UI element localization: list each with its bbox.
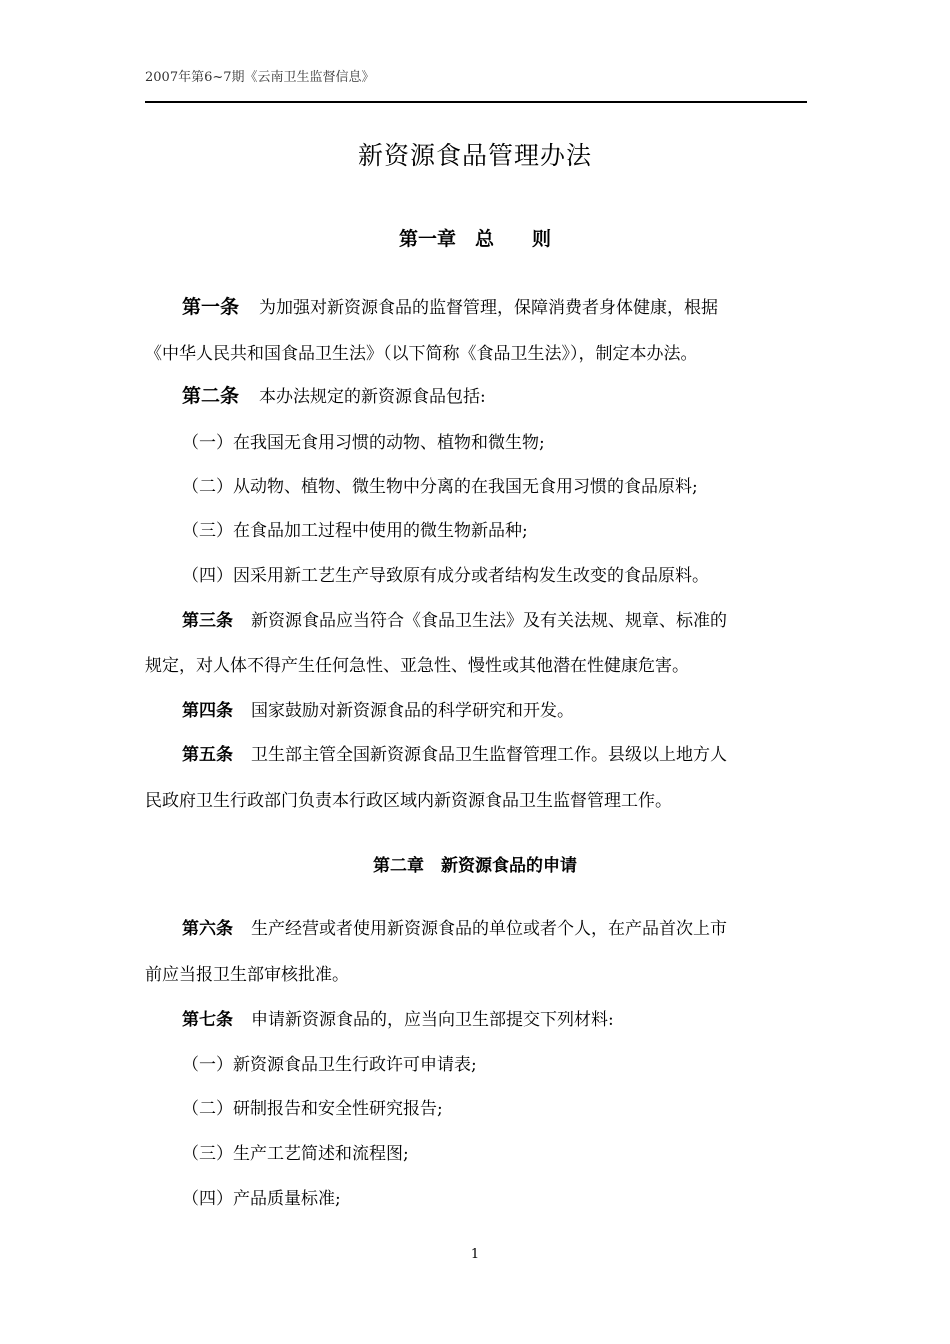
- article-label: 第二条: [182, 385, 240, 407]
- article-5-line-1: [182, 740, 844, 765]
- article-3-line-1: [182, 606, 844, 631]
- article-label: 第七条: [182, 1010, 233, 1030]
- article-text: 新资源食品应当符合《食品卫生法》及有关法规、规章、标准的: [251, 611, 727, 631]
- article-4-line-1: [182, 696, 844, 721]
- article-text: 为加强对新资源食品的监督管理，保障消费者身体健康，根据: [259, 298, 719, 318]
- article-2-item-4: （四）因采用新工艺生产导致原有成分或者结构发生改变的食品原料。: [182, 566, 709, 586]
- article-3-line-2: 规定，对人体不得产生任何急性、亚急性、慢性或其他潜在性健康危害。: [145, 656, 689, 676]
- running-header: 2007年第6~7期《云南卫生监督信息》: [145, 70, 375, 85]
- article-7-item-2: （二）研制报告和安全性研究报告;: [182, 1099, 443, 1119]
- article-7-item-4: （四）产品质量标准;: [182, 1189, 341, 1209]
- chapter-heading-1: 第一章 总 则: [398, 228, 551, 250]
- article-2-item-3: （三）在食品加工过程中使用的微生物新品种;: [182, 521, 528, 541]
- article-label: 第一条: [182, 296, 240, 318]
- article-2-line-1: [182, 381, 844, 408]
- page-number: 1: [470, 1247, 480, 1262]
- article-text: 卫生部主管全国新资源食品卫生监督管理工作。县级以上地方人: [251, 745, 727, 765]
- article-2-item-1: （一）在我国无食用习惯的动物、植物和微生物;: [182, 433, 545, 453]
- article-label: 第六条: [182, 919, 233, 939]
- article-text: 生产经营或者使用新资源食品的单位或者个人，在产品首次上市: [251, 919, 727, 939]
- article-text: 申请新资源食品的，应当向卫生部提交下列材料:: [251, 1010, 614, 1030]
- article-1-line-1: [182, 292, 844, 319]
- article-2-item-2: （二）从动物、植物、微生物中分离的在我国无食用习惯的食品原料;: [182, 477, 698, 497]
- header-divider: [145, 101, 807, 103]
- article-1-line-2: 《中华人民共和国食品卫生法》（以下简称《食品卫生法》），制定本办法。: [145, 344, 698, 364]
- article-7-item-1: （一）新资源食品卫生行政许可申请表;: [182, 1055, 477, 1075]
- article-6-line-2: 前应当报卫生部审核批准。: [145, 965, 349, 985]
- article-5-line-2: 民政府卫生行政部门负责本行政区域内新资源食品卫生监督管理工作。: [145, 791, 672, 811]
- article-label: 第三条: [182, 611, 233, 631]
- document-title: 新资源食品管理办法: [357, 141, 592, 170]
- article-label: 第五条: [182, 745, 233, 765]
- article-7-line-1: [182, 1005, 844, 1030]
- article-text: 本办法规定的新资源食品包括:: [259, 387, 486, 407]
- article-7-item-3: （三）生产工艺简述和流程图;: [182, 1144, 409, 1164]
- article-label: 第四条: [182, 701, 233, 721]
- article-text: 国家鼓励对新资源食品的科学研究和开发。: [251, 701, 574, 721]
- article-6-line-1: [182, 914, 844, 939]
- chapter-heading-2: 第二章 新资源食品的申请: [373, 856, 577, 876]
